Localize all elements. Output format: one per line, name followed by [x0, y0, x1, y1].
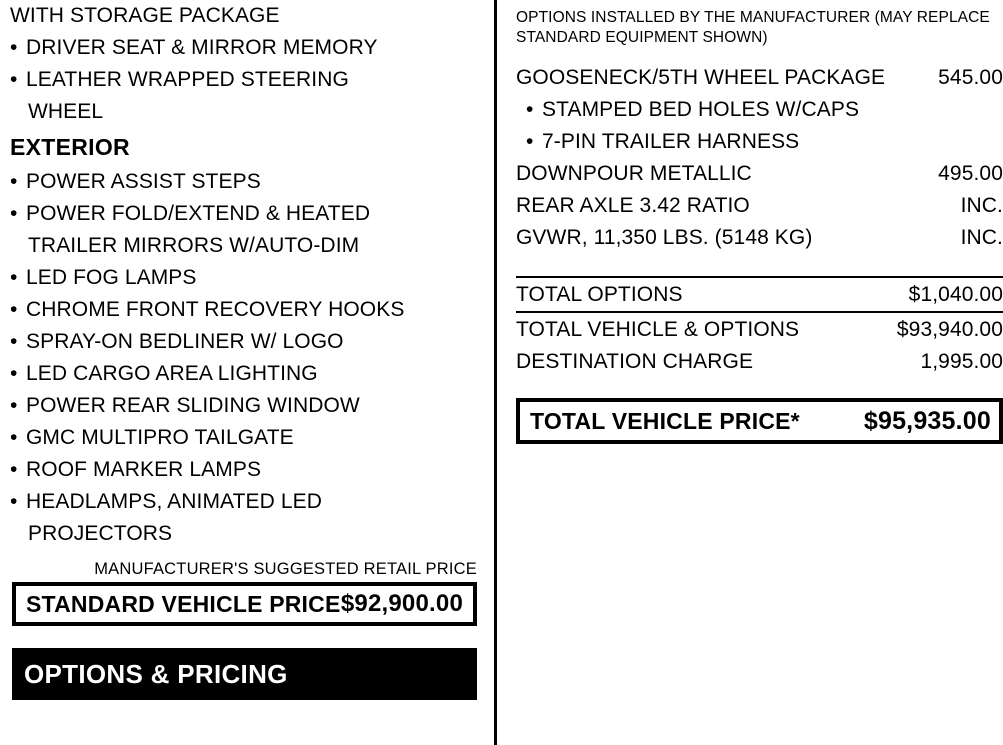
total-label: DESTINATION CHARGE — [516, 350, 754, 373]
bullet-icon: • — [10, 362, 18, 385]
option-row — [516, 190, 1003, 222]
list-item-label: HEADLAMPS, ANIMATED LED — [26, 490, 322, 513]
option-price: 495.00 — [938, 162, 1003, 185]
list-item: WITH STORAGE PACKAGE — [10, 4, 280, 27]
list-item-continuation: PROJECTORS — [28, 522, 173, 545]
option-sub-item — [516, 126, 799, 158]
option-name: GVWR, 11,350 LBS. (5148 KG) — [516, 226, 813, 249]
option-name: 7-PIN TRAILER HARNESS — [542, 130, 800, 153]
total-row — [516, 279, 1003, 311]
option-row — [516, 62, 1003, 94]
total-vehicle-price-label: TOTAL VEHICLE PRICE* — [530, 407, 800, 434]
list-item-label: LED CARGO AREA LIGHTING — [26, 362, 318, 385]
list-item — [10, 486, 481, 518]
bullet-icon: • — [10, 170, 18, 193]
section-heading-exterior: EXTERIOR — [10, 134, 130, 160]
continued-features-list — [10, 0, 481, 128]
list-item-label: POWER REAR SLIDING WINDOW — [26, 394, 360, 417]
options-installed-note: OPTIONS INSTALLED BY THE MANUFACTURER (MAY REPLACE STANDARD EQUIPMENT SHOWN) — [516, 9, 990, 46]
option-price: 545.00 — [938, 66, 1003, 89]
total-vehicle-price-box — [516, 398, 1003, 444]
list-item — [10, 294, 481, 326]
bullet-icon: • — [10, 298, 18, 321]
bullet-icon: • — [10, 36, 18, 59]
list-item-continuation: TRAILER MIRRORS W/AUTO-DIM — [28, 234, 360, 257]
list-item — [10, 422, 481, 454]
list-item — [10, 390, 481, 422]
standard-vehicle-price-label: STANDARD VEHICLE PRICE — [26, 590, 341, 617]
list-item — [10, 262, 481, 294]
list-item-label: SPRAY-ON BEDLINER W/ LOGO — [26, 330, 344, 353]
list-item-label: ROOF MARKER LAMPS — [26, 458, 262, 481]
left-column — [0, 0, 487, 745]
options-list — [516, 62, 1003, 254]
option-name: STAMPED BED HOLES W/CAPS — [542, 98, 860, 121]
list-item — [10, 198, 481, 230]
totals-section — [516, 276, 1003, 378]
option-row — [516, 158, 1003, 190]
list-item — [10, 454, 481, 486]
bullet-icon: • — [526, 130, 534, 153]
list-item-label: DRIVER SEAT & MIRROR MEMORY — [26, 36, 378, 59]
list-item-label: GMC MULTIPRO TAILGATE — [26, 426, 294, 449]
list-item — [10, 166, 481, 198]
bullet-icon: • — [10, 330, 18, 353]
total-vehicle-price-value: $95,935.00 — [863, 406, 991, 435]
list-item — [10, 358, 481, 390]
option-row — [516, 94, 1003, 126]
total-row — [516, 346, 1003, 378]
divider — [516, 311, 1003, 313]
list-item-continuation: WHEEL — [28, 100, 104, 123]
list-item-label: POWER FOLD/EXTEND & HEATED — [26, 202, 371, 225]
list-item-label: POWER ASSIST STEPS — [26, 170, 261, 193]
standard-vehicle-price-box — [12, 582, 477, 626]
total-value: $93,940.00 — [896, 318, 1003, 341]
option-price: INC. — [960, 194, 1003, 217]
total-value: 1,995.00 — [920, 350, 1003, 373]
bullet-icon: • — [10, 490, 18, 513]
bullet-icon: • — [10, 458, 18, 481]
total-label: TOTAL OPTIONS — [516, 283, 683, 306]
option-name: DOWNPOUR METALLIC — [516, 162, 752, 185]
bullet-icon: • — [10, 266, 18, 289]
list-item-label: LEATHER WRAPPED STEERING — [26, 68, 349, 91]
list-item-label: CHROME FRONT RECOVERY HOOKS — [26, 298, 405, 321]
list-item — [10, 32, 481, 64]
standard-vehicle-price-value: $92,900.00 — [340, 590, 463, 617]
option-row — [516, 126, 1003, 158]
bullet-icon: • — [10, 68, 18, 91]
total-value: $1,040.00 — [908, 283, 1003, 306]
option-name: GOOSENECK/5TH WHEEL PACKAGE — [516, 66, 886, 89]
option-price: INC. — [960, 226, 1003, 249]
total-row — [516, 314, 1003, 346]
bullet-icon: • — [526, 98, 534, 121]
options-pricing-header: OPTIONS & PRICING — [12, 648, 477, 700]
list-item-label: LED FOG LAMPS — [26, 266, 197, 289]
exterior-features-list — [10, 166, 481, 550]
column-divider — [494, 0, 497, 745]
bullet-icon: • — [10, 394, 18, 417]
divider — [516, 276, 1003, 278]
bullet-icon: • — [10, 426, 18, 449]
list-item — [10, 326, 481, 358]
bullet-icon: • — [10, 202, 18, 225]
right-column — [516, 0, 1003, 745]
option-sub-item — [516, 94, 859, 126]
total-label: TOTAL VEHICLE & OPTIONS — [516, 318, 800, 341]
msrp-label: MANUFACTURER'S SUGGESTED RETAIL PRICE — [94, 560, 477, 578]
option-row — [516, 222, 1003, 254]
option-name: REAR AXLE 3.42 RATIO — [516, 194, 750, 217]
list-item — [10, 64, 481, 96]
